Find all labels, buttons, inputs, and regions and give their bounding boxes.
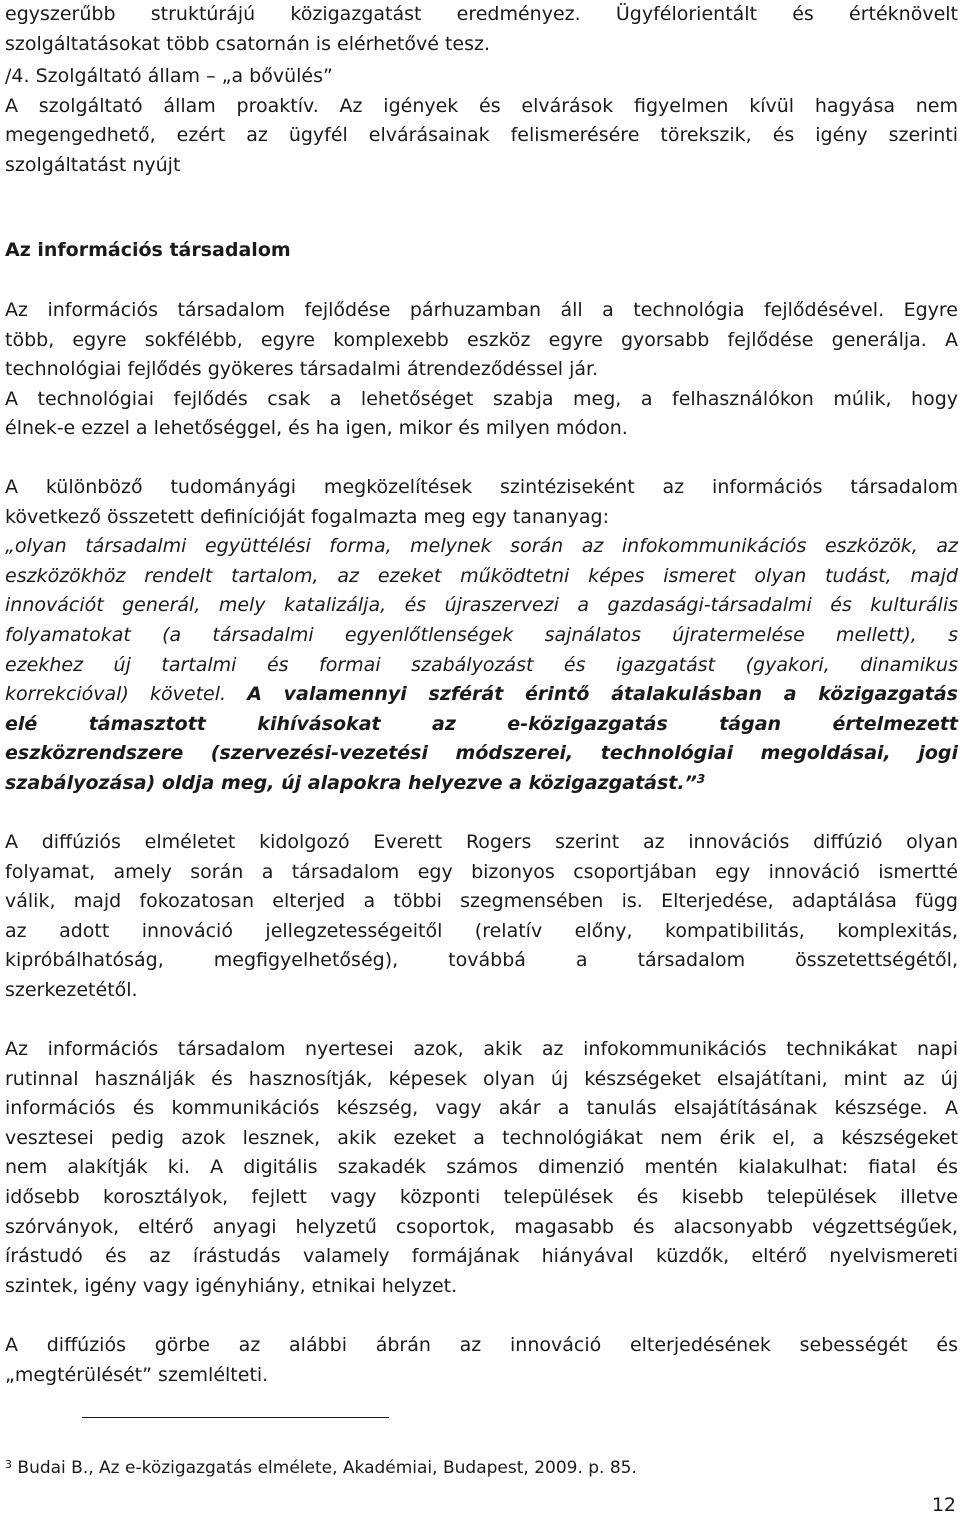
paragraph-service-state (5, 62, 958, 180)
text-line: szolgáltatást nyújt (5, 153, 181, 176)
text-line: szerkezetétől. (5, 978, 138, 1001)
text-line: az adott innováció jellegzetességeitől (relatív előny, kompatibilitás, komplexitás, (5, 919, 958, 942)
quote-text: innovációt generál, mely katalizálja, és újraszervezi a gazdasági-társadalmi és kulturális (5, 594, 958, 617)
quote-line (5, 769, 958, 799)
text-line: idősebb korosztályok, fejlett vagy központi települések és kisebb települések illetve (5, 1185, 958, 1208)
quote-bold-text: szabályozása) oldja meg, új alapokra helyezve a közigazgatást.” (5, 771, 697, 794)
text-line: válik, majd fokozatosan elterjed a többi szegmensében is. Elterjedése, adaptálása függ (5, 890, 958, 913)
text-line: következő összetett definícióját fogalmazta meg egy tananyag: (5, 505, 610, 528)
quote-line (5, 591, 958, 621)
paragraph-definition (5, 473, 958, 799)
text-line: A szolgáltató állam proaktív. Az igények és elvárások figyelmen kívül hagyása nem (5, 94, 958, 117)
paragraph-info-society (5, 296, 958, 444)
text-line: folyamat, amely során a társadalom egy bizonyos csoportjában egy innováció ismertté (5, 860, 958, 883)
paragraph-diffusion-curve (5, 1331, 958, 1390)
page-number: 12 (931, 1494, 956, 1516)
quote-text: ezekhez új tartalmi és formai szabályozást és igazgatást (gyakori, dinamikus (5, 653, 958, 676)
text-line: technológiai fejlődés gyökeres társadalmi átrendeződéssel jár. (5, 358, 599, 381)
quote-bold-line: eszközrendszere (szervezési-vezetési módszerei, technológiai megoldásai, jogi (5, 742, 958, 765)
quote-text: eszközökhöz rendelt tartalom, az ezeket működtetni képes ismeret olyan tudást, majd (5, 564, 958, 587)
text-line: megengedhető, ezért az ügyfél elvárásainak felismerésére törekszik, és igény szerinti (5, 124, 958, 147)
quote-line (5, 532, 958, 562)
text-line: Az információs társadalom nyertesei azok, akik az infokommunikációs technikákat napi (5, 1038, 958, 1060)
text-line: írástudó és az írástudás valamely formájának hiányával küzdők, eltérő nyelvismereti (5, 1245, 958, 1268)
quote-bold-text: A valamennyi szférát érintő átalakulásban a közigazgatás (247, 683, 958, 706)
quote-text: „olyan társadalmi együttélési forma, melynek során az infokommunikációs eszközök, az (5, 535, 958, 558)
paragraph-diffusion-theory (5, 828, 958, 1006)
text-line: információs és kommunikációs készség, vagy akár a tanulás elsajátításának készsége. A (5, 1097, 958, 1120)
text-line: A különböző tudományági megközelítések szintéziseként az információs társadalom (5, 476, 958, 498)
footnote (5, 1456, 637, 1480)
quote-line (5, 680, 958, 710)
text-line: szintek, igény vagy igényhiány, etnikai helyzet. (5, 1274, 458, 1297)
text-line: szórványok, eltérő anyagi helyzetű csoportok, magasabb és alacsonyabb végzettségűek, (5, 1215, 958, 1238)
quote-bold-line: elé támasztott kihívásokat az e-közigazgatás tágan értelmezett (5, 712, 958, 735)
footnote-number: 3 (5, 1458, 12, 1471)
quote-text: korrekcióval) követel. (5, 683, 227, 706)
text-line: „megtérülését” szemlélteti. (5, 1363, 269, 1386)
footnote-text: Budai B., Az e-közigazgatás elmélete, Akadémiai, Budapest, 2009. p. 85. (17, 1458, 637, 1478)
paragraph-winners-losers (5, 1035, 958, 1301)
quote-line (5, 562, 958, 592)
text-line: A diffúziós elméletet kidolgozó Everett Rogers szerint az innovációs diffúzió olyan (5, 831, 958, 853)
text-line: vesztesei pedig azok lesznek, akik ezeket a technológiákat nem érik el, a készségeket (5, 1126, 958, 1149)
text-line: rutinnal használják és hasznosítják, képesek olyan új készségeket elsajátítani, mint az új (5, 1067, 958, 1090)
footnote-separator (82, 1417, 389, 1418)
section-heading: Az információs társadalom (5, 239, 291, 261)
text-line: kipróbálhatóság, megfigyelhetőség), továbbá a társadalom összetettségétől, (5, 949, 958, 972)
text-line: A technológiai fejlődés csak a lehetőséget szabja meg, a felhasználókon múlik, hogy (5, 387, 958, 410)
text-line: nem alakítják ki. A digitális szakadék számos dimenzió mentén kialakulhat: fiatal és (5, 1156, 958, 1179)
text-line: egyszerűbb struktúrájú közigazgatást eredményez. Ügyfélorientált és értéknövelt (5, 3, 958, 25)
text-line: szolgáltatásokat több csatornán is elérhetővé tesz. (5, 32, 490, 55)
footnote-ref[interactable]: 3 (696, 771, 706, 786)
text-line: több, egyre sokfélébb, egyre komplexebb eszköz egyre gyorsabb fejlődése generálja. A (5, 328, 958, 351)
text-line: Az információs társadalom fejlődése párhuzamban áll a technológia fejlődésével. Egyre (5, 299, 958, 321)
text-line: élnek-e ezzel a lehetőséggel, és ha igen, mikor és milyen módon. (5, 417, 628, 440)
quote-line (5, 621, 958, 651)
subsection-heading: /4. Szolgáltató állam – „a bővülés” (5, 65, 333, 87)
quote-text: folyamatokat (a társadalmi egyenlőtlenségek sajnálatos újratermelése mellett), s (5, 623, 958, 646)
text-line: A diffúziós görbe az alábbi ábrán az innováció elterjedésének sebességét és (5, 1334, 958, 1356)
paragraph-intro (5, 0, 958, 59)
quote-line (5, 651, 958, 681)
